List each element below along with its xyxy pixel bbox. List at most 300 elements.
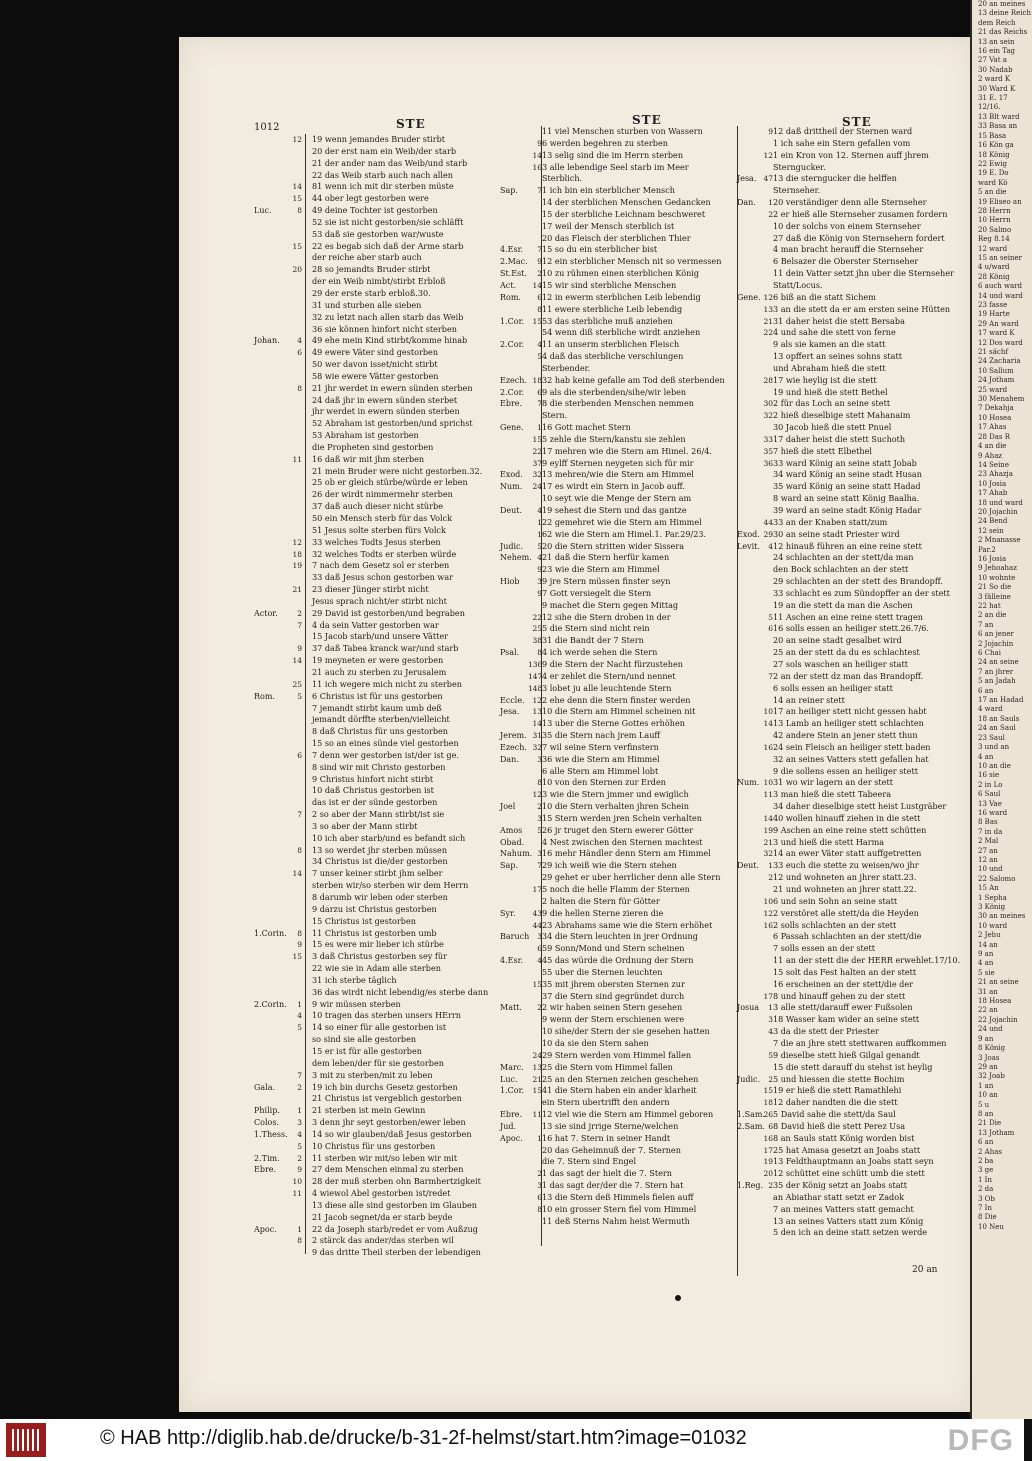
- chapter-number: 2: [537, 1169, 542, 1179]
- next-page-line: 30 Ward K: [978, 84, 1016, 93]
- entry-text: 29 schlachten an der stett des Brandopff.: [773, 576, 943, 587]
- entry-text: 4 er zehlet die Stern/und nennet: [542, 670, 676, 681]
- entry-text: 2 halten die Stern für Götter: [542, 895, 660, 906]
- entry-text: 8 David hieß die stett Perez Usa: [773, 1120, 906, 1131]
- entry-text: 22 da Joseph starb/redet er vom Außzug: [312, 1223, 478, 1234]
- chapter-number: 1: [768, 198, 773, 208]
- chapter-number: 3: [537, 1181, 542, 1191]
- entry-text: 7 nach dem Gesetz sol er sterben: [312, 560, 450, 571]
- chapter-number: 2: [768, 873, 773, 883]
- next-page-line: 28 Das R: [978, 432, 1011, 441]
- entry-text: 6 Christus ist für uns gestorben: [312, 690, 443, 701]
- chapter-number: 4: [297, 336, 302, 346]
- chapter-number: 10: [292, 1177, 302, 1187]
- entry-text: Jesus sprach nicht/er stirbt nicht: [312, 595, 447, 606]
- chapter-number: 10: [763, 896, 773, 906]
- next-page-line: 9 an: [978, 950, 994, 959]
- chapter-number: 2: [768, 1181, 773, 1191]
- book-ref: 2.Tim.: [254, 1153, 280, 1163]
- entry-text: 22 gemehret wie die Stern am Himmel: [542, 516, 702, 527]
- chapter-number: 2: [537, 1003, 542, 1013]
- entry-text: 21 sterben ist mein Gewinn: [312, 1105, 426, 1116]
- book-ref: Ebre.: [500, 399, 523, 409]
- next-page-line: 17 an Hadad: [978, 696, 1024, 705]
- book-ref: Joel: [500, 802, 516, 812]
- next-page-line: 17 Ahas: [978, 423, 1007, 432]
- book-ref: Deut.: [737, 861, 760, 871]
- chapter-number: 1: [297, 1224, 302, 1234]
- next-page-line: 24 Zacharia: [978, 357, 1021, 366]
- next-page-line: 2 Jehu: [978, 931, 1001, 940]
- chapter-number: 9: [768, 127, 773, 136]
- next-page-line: 3 ge: [978, 1166, 994, 1175]
- entry-text: 8 sind wir mit Christo gestorben: [312, 761, 446, 772]
- next-page-line: 1 an: [978, 1081, 994, 1090]
- next-page-line: 4 an: [978, 959, 994, 968]
- column-header: STE: [842, 115, 872, 129]
- entry-text: 2 hieß dieselbige stett Mahanaim: [773, 410, 911, 421]
- entry-text: 19 wenn jemandes Bruder stirbt: [312, 134, 446, 144]
- next-page-line: 22 hat: [978, 602, 1001, 610]
- next-page-line: 9 Jehoahaz: [978, 564, 1017, 573]
- entry-text: 9 machet die Stern gegen Mittag: [542, 599, 679, 610]
- entry-text: 10 die Stern verhalten jhren Schein: [542, 801, 689, 812]
- next-page-line: 16 Kön ga: [978, 141, 1014, 150]
- next-page-line: 9 an: [978, 1034, 994, 1043]
- entry-text: 33 an der Knaben statt/zum: [773, 516, 888, 527]
- next-page-line: 22 Salomo: [978, 874, 1016, 883]
- next-page-line: 7 In: [978, 1204, 992, 1212]
- next-page-line: 23 Ahazja: [978, 470, 1013, 479]
- entry-text: die 7. Stern sind Engel: [542, 1156, 637, 1167]
- entry-text: 3 alle lebendige Seel starb im Meer: [542, 161, 689, 172]
- entry-text: 17 mehren wie die Stern am Himel. 26/4.: [542, 445, 712, 456]
- entry-text: 27 daß die König von Sternsehern fordert: [773, 232, 945, 243]
- chapter-number: 38: [532, 636, 542, 646]
- entry-text: 13 uber die Sterne Gottes erhöhen: [542, 718, 685, 729]
- chapter-number: 15: [763, 1086, 773, 1096]
- next-page-line: 24 an seine: [978, 658, 1019, 667]
- entry-text: 10 Christus für uns gestorben: [312, 1140, 436, 1151]
- chapter-number: 1: [297, 1106, 302, 1116]
- entry-text: 10 die Stern am Himmel scheinen nit: [542, 706, 696, 717]
- entry-text: 34 Christus ist die/der gestorben: [312, 856, 448, 867]
- book-ref: Colos.: [254, 1118, 279, 1128]
- entry-text: 19 und hieß die stett Bethel: [773, 386, 888, 397]
- entry-text: 25 an den Sternen zeichen geschehen: [542, 1073, 699, 1084]
- column-rule: [305, 134, 306, 1254]
- book-ref: 2.Mac.: [500, 257, 528, 267]
- book-ref: Nahum.: [500, 849, 533, 859]
- entry-text: 13 an seines Vatters statt zum König: [773, 1215, 924, 1226]
- next-page-line: 8 an: [978, 1109, 994, 1118]
- chapter-number: 11: [763, 790, 773, 800]
- next-page-line: 19 Eliseo an: [978, 197, 1022, 206]
- entry-text: jemandt dörffte sterben/vielleicht: [312, 714, 450, 725]
- book-ref: 1.Cor.: [500, 316, 525, 326]
- entry-text: 3 an die stett da er am ersten seine Hütten: [773, 303, 951, 314]
- chapter-number: 22: [532, 446, 542, 456]
- chapter-number: 21: [292, 585, 302, 595]
- chapter-number: 2: [768, 209, 773, 219]
- chapter-number: 6: [297, 750, 302, 760]
- entry-text: 23 dieser Jünger stirbt nicht: [312, 584, 429, 595]
- entry-text: 10 seyt wie die Menge der Stern am: [542, 493, 692, 504]
- entry-text: 3 mit zu sterben/mit zu leben: [312, 1069, 433, 1080]
- chapter-number: 37: [532, 458, 542, 468]
- entry-text: 22 es begab sich daß der Arme starb: [312, 240, 464, 251]
- chapter-number: 17: [763, 1145, 773, 1155]
- entry-text: und Abraham hieß die stett: [773, 362, 886, 373]
- chapter-number: 6: [297, 348, 302, 358]
- next-page-line: 30 an meines: [978, 912, 1026, 921]
- entry-text: 3 so aber der Mann stirbt: [312, 820, 418, 831]
- book-ref: Exod.: [500, 470, 523, 480]
- next-page-line: 12 an: [978, 855, 998, 864]
- entry-text: 31 die Bandt der 7 Stern: [542, 635, 644, 646]
- book-ref: Act.: [500, 280, 517, 290]
- entry-text: 36 wie die Stern am Himmel: [542, 753, 660, 764]
- entry-text: 29 Stern werden vom Himmel fallen: [542, 1049, 692, 1060]
- next-page-line: 2 Mal: [978, 837, 999, 846]
- entry-text: 36 sie können hinfort nicht sterben: [312, 323, 457, 334]
- chapter-number: 4: [537, 506, 542, 515]
- chapter-number: 14: [532, 150, 542, 160]
- next-page-line: 3 König: [978, 903, 1006, 911]
- chapter-number: 28: [763, 375, 773, 385]
- next-page-line: 24 und: [978, 1025, 1003, 1034]
- chapter-number: 32: [763, 411, 773, 421]
- chapter-number: 26: [763, 1110, 773, 1120]
- entry-text: 3 alle stett/darauff ewer Fußsolen: [773, 1002, 913, 1013]
- entry-text: 14 so einer für alle gestorben ist: [312, 1022, 447, 1033]
- entry-text: 22 das Weib starb auch nach allen: [312, 169, 453, 180]
- next-page-line: 10 ward: [978, 921, 1008, 930]
- entry-text: 26 der wirdt nimmermehr sterben: [312, 489, 453, 500]
- chapter-number: 9: [537, 257, 542, 267]
- next-page-line: 15 An: [978, 884, 999, 893]
- next-page-line: 6 an: [978, 686, 994, 695]
- entry-text: so sind sie alle gestorben: [312, 1034, 417, 1045]
- chapter-number: 8: [537, 304, 542, 314]
- next-page-line: 18 und ward: [978, 498, 1023, 507]
- chapter-number: 6: [537, 1192, 542, 1202]
- entry-text: 33 welches Todts Jesus sterben: [312, 536, 441, 547]
- next-page-line: 23 Saul: [978, 733, 1005, 742]
- next-page-line: 13 Jotham: [978, 1128, 1015, 1137]
- entry-text: 50 ein Mensch sterb für das Volck: [312, 513, 452, 523]
- next-page-line: 23 fasse: [978, 301, 1008, 309]
- entry-text: 39 ward an seine stadt König Hadar: [773, 505, 922, 515]
- book-ref: 2.Cor.: [500, 387, 525, 397]
- entry-text: 37 die Stern sind gegründet durch: [542, 990, 685, 1001]
- entry-text: 17 weil der Mensch sterblich ist: [542, 220, 675, 231]
- entry-text: Stern.: [542, 410, 568, 421]
- entry-text: 55 uber die Sternen leuchten: [542, 966, 663, 977]
- chapter-number: 15: [292, 952, 302, 962]
- entry-text: 49 deine Tochter ist gestorben: [312, 205, 438, 216]
- entry-text: 10 von den Sternen zur Erden: [542, 777, 666, 788]
- next-page-line: 10 Josia: [978, 479, 1007, 488]
- entry-text: 23 wie die Stern am Himmel: [542, 564, 660, 575]
- entry-text: 12 daß drittheil der Sternen ward: [773, 126, 913, 136]
- entry-text: 9 als sie kamen an die statt: [773, 339, 886, 350]
- entry-text: ein Stern ubertrifft den andern: [542, 1097, 670, 1108]
- entry-text: 11 sterben wir mit/so leben wir mit: [312, 1152, 458, 1163]
- entry-text: 11 viel Menschen sturben von Wassern: [542, 126, 703, 136]
- entry-text: 10 daß Christus gestorben ist: [312, 785, 434, 796]
- chapter-number: 1: [537, 1133, 542, 1143]
- entry-text: 3 man hieß die stett Tabeera: [773, 789, 892, 800]
- entry-text: 15 er ist für alle gestorben: [312, 1045, 422, 1056]
- chapter-number: 1: [297, 999, 302, 1009]
- chapter-number: 6: [768, 624, 773, 634]
- entry-text: 2 stärck das ander/das sterben wil: [312, 1235, 454, 1246]
- entry-text: 19 meyneten er were gestorben: [312, 655, 444, 666]
- chapter-number: 16: [763, 920, 773, 930]
- next-page-line: 8 Die: [978, 1213, 997, 1222]
- entry-text: 17 an heiliger stett nicht gessen habt: [773, 706, 927, 717]
- entry-text: sterben wir/so sterben wir dem Herrn: [312, 880, 469, 891]
- entry-text: den Bock schlachten an der stett: [773, 564, 909, 575]
- chapter-number: 1: [768, 861, 773, 871]
- entry-text: 34 daher dieselbige stett heist Lustgräber: [773, 801, 947, 812]
- next-page-line: 22 an: [978, 1006, 998, 1015]
- entry-text: 9 darzu ist Christus gestorben: [312, 903, 437, 914]
- entry-text: 2 solls schlachten an der stett: [773, 919, 897, 930]
- next-page-line: 10 an die: [978, 761, 1011, 770]
- entry-text: 35 mit jhrem obersten Sternen zur: [542, 978, 685, 989]
- next-page-line: 2 an die: [978, 611, 1007, 620]
- entry-text: 51 Jesus solte sterben fürs Volck: [312, 524, 446, 535]
- chapter-number: 14: [763, 719, 773, 729]
- chapter-number: 20: [292, 265, 302, 275]
- entry-text: 36 das wirdt nicht lebendig/es sterbe dann: [312, 986, 489, 997]
- entry-text: 6 alle Stern am Himmel lobt: [542, 765, 659, 776]
- next-page-line: 17 ward K: [978, 329, 1015, 338]
- chapter-number: 13: [532, 707, 542, 717]
- entry-text: 15 es were mir lieber ich stürbe: [312, 939, 444, 950]
- entry-text: 2 so aber der Mann stirbt/ist sie: [312, 809, 445, 820]
- chapter-number: 5: [297, 691, 302, 701]
- entry-text: 34 die Stern leuchten in jrer Ordnung: [542, 931, 698, 942]
- book-ref: Ezech.: [500, 375, 527, 385]
- entry-text: 4 und sahe die stett von ferne: [773, 327, 896, 338]
- next-page-line: 7 in da: [978, 827, 1003, 836]
- chapter-number: 47: [763, 174, 773, 184]
- entry-text: 53 Abraham ist gestorben: [312, 430, 419, 441]
- book-ref: 1.Corin.: [254, 928, 287, 938]
- entry-text: 33 daß Jesus schon gestorben war: [312, 572, 454, 583]
- entry-text: 2 für das Loch an seine stett: [773, 398, 891, 409]
- entry-text: 9 das dritte Theil sterben der lebendigen: [312, 1247, 481, 1258]
- next-page-line: 5 sie: [978, 968, 995, 977]
- entry-text: 14 an ewer Väter statt auffgetretten: [773, 848, 922, 859]
- column-header: STE: [632, 113, 662, 127]
- next-page-line: 4 u/ward: [978, 263, 1010, 272]
- entry-text: 4 Nest zwischen den Sternen machtest: [542, 836, 703, 847]
- chapter-number: 2: [537, 269, 542, 279]
- next-page-line: 18 an Sauls: [978, 714, 1020, 723]
- entry-text: 4 wiewol Abel gestorben ist/redet: [312, 1188, 451, 1199]
- next-page-line: 6 auch ward: [978, 282, 1023, 291]
- entry-text: 15 der sterbliche Leichnam beschweret: [542, 208, 706, 219]
- chapter-number: 31: [532, 731, 542, 741]
- next-page-line: 2 in Lo: [978, 780, 1003, 789]
- entry-text: 58 wie ewere Vätter gestorben: [312, 370, 439, 381]
- next-page-line: 15 an seiner: [978, 253, 1023, 262]
- dfg-logo: DFG: [947, 1424, 1014, 1457]
- entry-text: 11 an der stett die der HERR erwehlet.17/10.: [773, 955, 961, 966]
- chapter-number: 36: [763, 458, 773, 468]
- next-page-line: 10 an: [978, 1091, 998, 1100]
- next-page-line: 14 Seine: [978, 460, 1009, 469]
- chapter-number: 9: [297, 1165, 302, 1175]
- next-page-line: 20 an meines: [978, 0, 1026, 8]
- chapter-number: 3: [297, 1118, 302, 1128]
- entry-text: 5 und hiessen die stette Bochim: [773, 1073, 905, 1084]
- chapter-number: 12: [532, 695, 542, 705]
- chapter-number: 44: [532, 920, 542, 930]
- entry-text: dem leben/der für sie gestorben: [312, 1057, 444, 1068]
- book-ref: Baruch: [500, 932, 530, 942]
- next-page-line: 5 an die: [978, 188, 1007, 197]
- entry-text: 33 ward König an seine statt Jobab: [773, 457, 917, 468]
- entry-text: 31 und sturben alle sieben: [312, 299, 422, 310]
- next-page-line: ward Kö: [978, 178, 1008, 187]
- entry-text: 15 Jacob starb/und unsere Vätter: [312, 631, 448, 642]
- chapter-number: 8: [297, 1236, 302, 1246]
- chapter-number: 11: [292, 454, 302, 464]
- entry-text: 13 opffert an seines sohns statt: [773, 351, 902, 362]
- chapter-number: 7: [297, 810, 302, 820]
- chapter-number: 33: [763, 434, 773, 444]
- chapter-number: 6: [537, 387, 542, 397]
- entry-text: 2 an der stett dz man das Brandopff.: [773, 670, 924, 681]
- book-ref: St.Est.: [500, 269, 527, 279]
- entry-text: 20 das Geheimnuß der 7. Sternen: [542, 1144, 681, 1155]
- next-page-line: 6 an jener: [978, 630, 1014, 639]
- entry-text: 12 ein sterblicher Mensch nit so vermessen: [542, 256, 722, 267]
- next-page-line: 29 an: [978, 1062, 998, 1071]
- next-page-line: 20 Jojachin: [978, 507, 1018, 516]
- next-page-line: 8 Bas: [978, 818, 998, 827]
- chapter-number: 3: [537, 849, 542, 859]
- chapter-number: 2: [297, 1082, 302, 1092]
- column-header: STE: [396, 117, 426, 131]
- chapter-number: 17: [763, 991, 773, 1001]
- chapter-number: 12: [763, 150, 773, 160]
- chapter-number: 14: [292, 182, 302, 192]
- next-page-line: 15 Basa: [978, 131, 1007, 140]
- entry-text: 14 der sterblichen Menschen Gedancken: [542, 197, 711, 208]
- chapter-number: 2: [297, 1153, 302, 1163]
- next-page-line: 30 Nadab: [978, 65, 1013, 74]
- book-ref: Josua: [737, 1003, 760, 1013]
- entry-text: 25 die Stern vom Himmel fallen: [542, 1061, 673, 1072]
- entry-text: 33 schlacht es zum Sündopffer an der stett: [773, 587, 950, 598]
- next-page-line: 10 Sallum: [978, 366, 1014, 375]
- entry-text: 32 an seines Vatters stett gefallen hat: [773, 753, 929, 764]
- entry-text: 3 lobet ju alle leuchtende Stern: [542, 682, 672, 693]
- chapter-number: 14: [292, 656, 302, 666]
- book-ref: Luc.: [254, 206, 272, 216]
- entry-text: 8 daß Christus für uns gestorben: [312, 726, 449, 737]
- next-page-line: 10 wohnte: [978, 573, 1016, 582]
- entry-text: 25 an der stett da du es schlachtest: [773, 647, 920, 658]
- entry-text: 13 die sterngucker die helffen: [773, 173, 897, 184]
- entry-text: 8 darumb wir leben oder sterben: [312, 892, 448, 902]
- next-page-line: 10 Neu: [978, 1222, 1004, 1231]
- entry-text: 13 diese alle sind gestorben im Glauben: [312, 1199, 478, 1210]
- entry-text: 15 so an eines sünde viel gestorben: [312, 738, 459, 749]
- entry-text: 27 sols waschen an heiliger statt: [773, 658, 908, 669]
- page-dot-mark: [675, 1295, 681, 1301]
- entry-text: 2 verstöret alle stett/da die Heyden: [773, 907, 919, 918]
- chapter-number: 7: [768, 671, 773, 681]
- chapter-number: 32: [532, 742, 542, 752]
- chapter-number: 32: [763, 849, 773, 859]
- next-page-line: 4 an: [978, 752, 994, 761]
- entry-text: 27 dem Menschen einmal zu sterben: [312, 1164, 464, 1175]
- chapter-number: 136: [528, 659, 543, 669]
- entry-text: 14 so wir glauben/daß Jesus gestorben: [312, 1128, 472, 1139]
- entry-text: Sternseher.: [773, 185, 821, 196]
- next-page-line: 28 Herrn: [978, 206, 1011, 215]
- chapter-number: 35: [763, 446, 773, 456]
- chapter-number: 5: [537, 541, 542, 551]
- entry-text: der ein Weib nimbt/stirbt Erbloß: [312, 276, 446, 287]
- chapter-number: 19: [292, 561, 302, 571]
- entry-text: 10 ein grosser Stern fiel vom Himmel: [542, 1203, 697, 1214]
- next-page-line: 10 Herrn: [978, 216, 1011, 225]
- next-page-line: 31 an: [978, 987, 998, 996]
- book-ref: Luc.: [500, 1074, 518, 1084]
- chapter-number: 4: [768, 541, 773, 551]
- next-page-line: 3 fälleine: [978, 592, 1011, 601]
- entry-text: 16 erscheinen an der stett/die der: [773, 978, 914, 989]
- book-ref: Nehem.: [500, 553, 532, 563]
- chapter-number: 4: [768, 1027, 773, 1037]
- entry-text: 13 die Stern deß Himmels fielen auff: [542, 1191, 694, 1202]
- entry-text: 15 solt das Fest halten an der stett: [773, 966, 917, 977]
- entry-text: Sterngucker.: [773, 161, 826, 172]
- next-page-line: 13 an sein: [978, 37, 1015, 46]
- chapter-number: 16: [763, 1133, 773, 1143]
- next-page-line: 14 und ward: [978, 291, 1023, 300]
- page-number: 1012: [254, 122, 280, 133]
- chapter-number: 18: [763, 1098, 773, 1108]
- next-page-line: 12 Dos ward: [978, 338, 1023, 347]
- entry-text: 45 das würde die Ordnung der Stern: [542, 955, 694, 966]
- chapter-number: 9: [297, 940, 302, 950]
- book-ref: Actor.: [254, 608, 278, 618]
- book-ref: Gene.: [500, 423, 524, 433]
- entry-text: 9 dieselbe stett hieß Gilgal genandt: [773, 1049, 920, 1060]
- entry-text: 49 ehe mein Kind stirbt/komme hinab: [312, 335, 468, 346]
- chapter-number: 14: [532, 719, 542, 729]
- next-page-line: 12 ward: [978, 244, 1008, 253]
- chapter-number: 4: [537, 553, 542, 563]
- chapter-number: 15: [532, 1086, 542, 1096]
- entry-text: 20 die Stern stritten wider Sissera: [542, 540, 685, 551]
- entry-text: Sterbender.: [542, 362, 591, 373]
- book-ref: 1.Sam.: [737, 1110, 766, 1120]
- next-page-line: 25 ward: [978, 385, 1008, 394]
- entry-text: 5 noch die helle Flamm der Sternen: [542, 884, 690, 894]
- book-ref: Gala.: [254, 1082, 276, 1092]
- chapter-number: 43: [532, 908, 542, 918]
